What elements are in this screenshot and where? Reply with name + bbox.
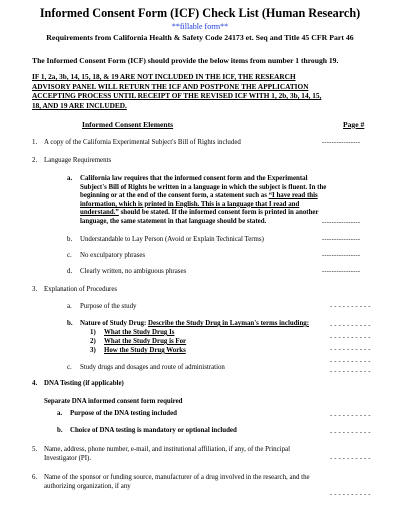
item-1-text: A copy of the California Experimental Subject's Bill of Rights included <box>44 139 241 146</box>
item-6-text <box>44 474 344 491</box>
dna-separate-note: Separate DNA informed consent form required <box>44 398 183 405</box>
item-4a-text: Purpose of the DNA testing included <box>70 410 177 417</box>
item-2a-line-rest: should be stated. If the informed consent form is printed in another <box>118 209 319 217</box>
warning-line: 18, AND 19 ARE INCLUDED. <box>32 100 127 110</box>
sub-number: 1) <box>90 329 96 336</box>
item-5-text <box>44 446 334 463</box>
page-field-3c[interactable]: - - - - - - - - - - <box>330 368 371 375</box>
item-2a-line: Subject's Bill of Rights be written in a language in which the subject is fluent. In the <box>80 183 327 191</box>
sub-label: a. <box>67 303 72 310</box>
item-3b-underlined: Describe the Study Drug in Layman's terms including: <box>148 320 310 327</box>
quote-end: understand.” <box>80 209 119 217</box>
form-title: Informed Consent Form (ICF) Check List (Human Research) <box>39 6 361 20</box>
sub-label: a. <box>57 410 63 417</box>
item-3c-text: Study drugs and dosages and route of administration <box>80 364 225 371</box>
page-field-2d[interactable]: ---------------- <box>322 268 361 275</box>
elements-column-header: Informed Consent Elements <box>82 120 174 129</box>
item-4b-text: Choice of DNA testing is mandatory or optional included <box>70 427 237 434</box>
item-6-line: Name of the sponsor or funding source, manufacturer of a drug involved in the research, and the <box>44 474 310 481</box>
page-field-2b[interactable]: ---------------- <box>322 236 361 243</box>
sub-label: b. <box>67 320 73 327</box>
item-3-text: Explanation of Procedures <box>44 286 118 293</box>
item-number: 6. <box>32 474 38 481</box>
item-2a-line: California law requires that the informed consent form and the Experimental <box>80 175 308 182</box>
item-5-line: Name, address, phone number, e-mail, and institutional affiliation, if any, of the Principal <box>44 446 290 453</box>
page-field-5[interactable]: - - - - - - - - - - <box>330 455 371 462</box>
page-column-header: Page # <box>343 120 365 129</box>
item-2a-line: language, the same statement in that language should be stated. <box>80 217 267 225</box>
item-6-line: authorizing organization, if any <box>44 482 131 490</box>
fillable-note: **fillable form** <box>171 22 229 31</box>
page-field-3b[interactable]: - - - - - - - - - - <box>330 322 371 329</box>
sub-label: c. <box>67 252 72 259</box>
item-2a-line <box>80 209 370 218</box>
page-field-3a[interactable]: - - - - - - - - - - <box>330 303 371 310</box>
page-field-2c[interactable]: ---------------- <box>322 252 361 259</box>
item-2a-line <box>80 192 370 201</box>
page-field-6[interactable]: - - - - - - - - - - <box>330 491 371 498</box>
page-field-1[interactable]: ---------------- <box>322 139 361 146</box>
warning-line: IF 1, 2a, 3b, 14, 15, 18, & 19 ARE NOT INCLUDED IN THE ICF, THE RESEARCH <box>32 72 296 81</box>
item-3b3-text: How the Study Drug Works <box>104 347 186 354</box>
item-number: 1. <box>32 139 38 146</box>
item-5-line: Investigator (PI). <box>44 454 92 462</box>
item-2b-text: Understandable to Lay Person (Avoid or Explain Technical Terms) <box>80 236 264 243</box>
item-2a-line-start: beginning or at the end of the consent form, a statement such as <box>80 192 267 200</box>
item-3a-text: Purpose of the study <box>80 303 137 310</box>
intro-text: The Informed Consent Form (ICF) should provide the below items from number 1 through 19. <box>32 56 339 65</box>
sub-label: b. <box>57 427 63 434</box>
page-field-3b3[interactable]: - - - - - - - - - - <box>330 358 371 365</box>
item-3b2-text: What the Study Drug is For <box>104 338 187 345</box>
item-number: 2. <box>32 157 38 164</box>
item-3b1-text: What the Study Drug Is <box>104 329 175 336</box>
item-2-text: Language Requirements <box>44 157 112 164</box>
page-field-3b2[interactable]: - - - - - - - - - - <box>330 346 371 353</box>
sub-number: 2) <box>90 338 96 345</box>
warning-line: ACCEPTING PROCESS UNTIL RECEIPT OF THE REVISED ICF WITH 1, 2b, 3b, 14, 15, <box>32 91 322 101</box>
item-3b-lead: Nature of Study Drug: <box>80 320 147 327</box>
page-field-2a[interactable]: ---------------- <box>322 219 361 226</box>
item-4-text: DNA Testing (if applicable) <box>44 380 124 387</box>
requirements-line: Requirements from California Health & Safety Code 24173 et. Seq and Title 45 CFR Part 46 <box>46 33 354 42</box>
warning-line: ADVISORY PANEL WILL RETURN THE ICF AND POSTPONE THE APPLICATION <box>32 81 309 91</box>
page-field-4b[interactable]: - - - - - - - - - - <box>330 429 371 436</box>
item-2c-text: No exculpatory phrases <box>80 252 146 259</box>
quote-middle: information, which is printed in English. This is a language that I read and <box>80 200 300 208</box>
sub-label: d. <box>67 268 73 275</box>
quote-start: “I have read this <box>268 192 318 200</box>
item-2d-text: Clearly written, no ambiguous phrases <box>80 268 187 275</box>
page-field-4a[interactable]: - - - - - - - - - - <box>330 412 371 419</box>
sub-label: a. <box>67 175 73 182</box>
item-number: 4. <box>32 380 38 387</box>
sub-label: c. <box>67 364 72 371</box>
item-number: 5. <box>32 446 38 453</box>
item-3b-text <box>80 320 309 329</box>
item-number: 3. <box>32 286 38 293</box>
page-field-3b1[interactable]: - - - - - - - - - - <box>330 334 371 341</box>
warning-block <box>32 72 380 110</box>
sub-label: b. <box>67 236 73 243</box>
sub-number: 3) <box>90 347 96 354</box>
